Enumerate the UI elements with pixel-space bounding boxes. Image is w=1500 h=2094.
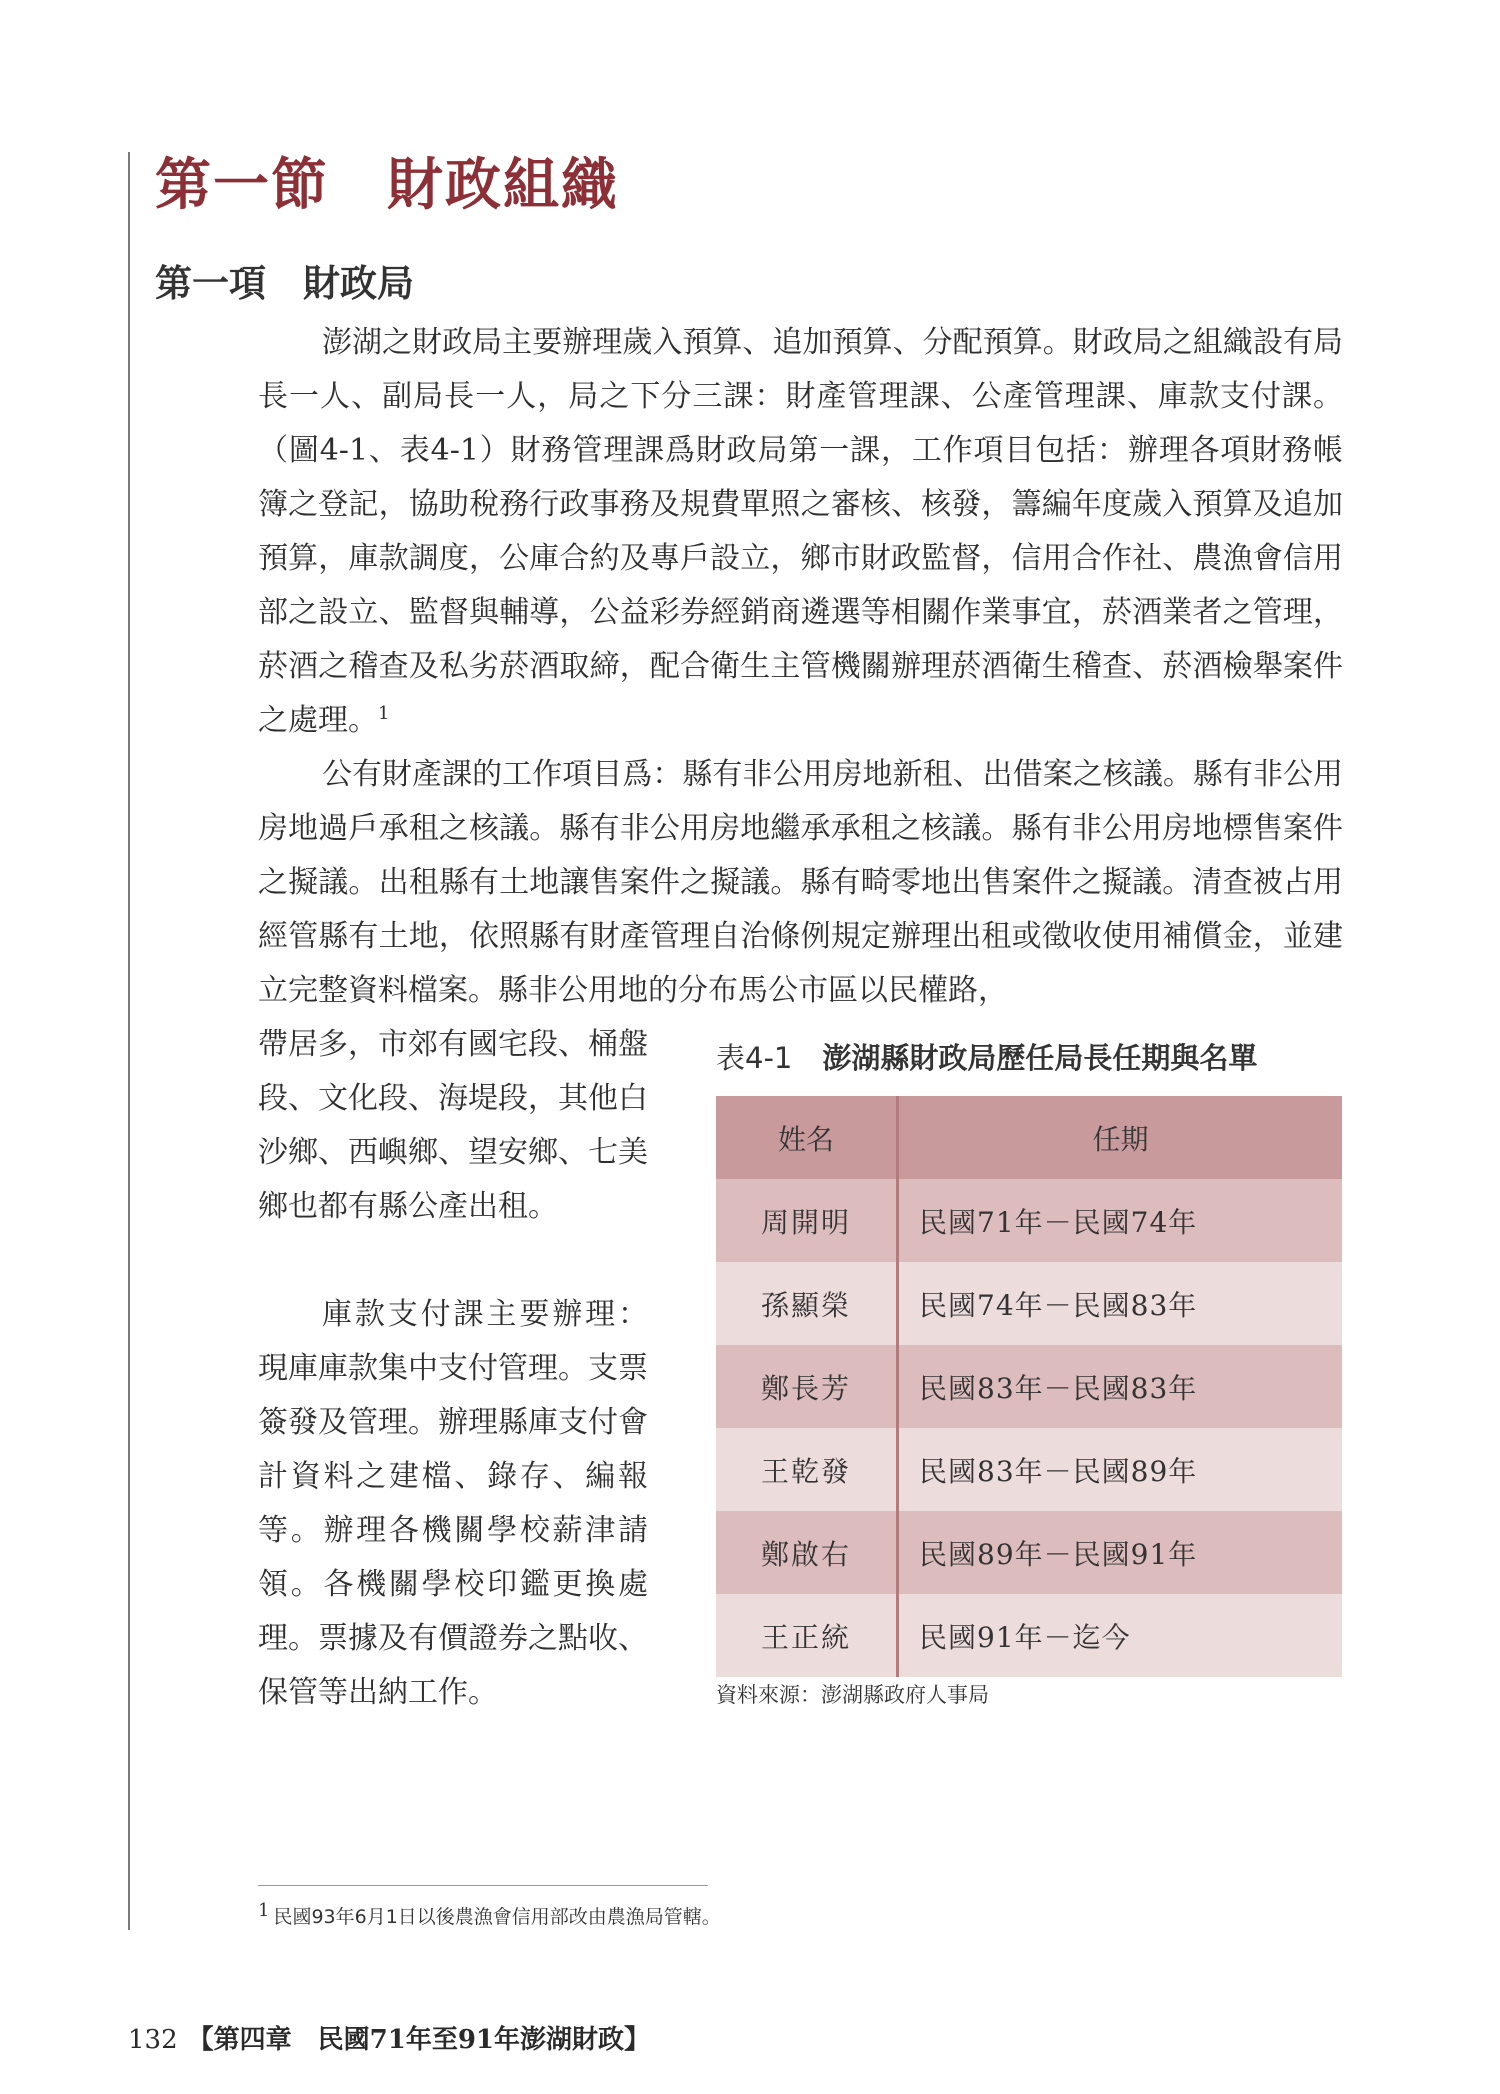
- paragraph-treasury: 庫款支付課主要辦理：現庫庫款集中支付管理。支票簽發及管理。辦理縣庫支付會計資料之建檔、錄存、編報等。辦理各機關學校薪津請領。各機關學校印鑑更換處理。票據及有價證券之點收、保管等出納工作。: [258, 1297, 648, 1710]
- paragraph-text: 澎湖之財政局主要辦理歲入預算、追加預算、分配預算。財政局之組織設有局長一人、副局長一人，局之下分三課：財產管理課、公產管理課、庫款支付課。（圖4-1、表4-1）財務管理課爲財政局第一課，工作項目包括：辦理各項財務帳簿之登記，協助稅務行政事務及規費單照之審核、核發，籌編年度歲入預算及追加預算，庫款調度，公庫合約及專戶設立，鄉市財政監督，信用合作社、農漁會信用部之設立、監督與輔導，公益彩券經銷商遴選等相關作業事宜，菸酒業者之管理，菸酒之稽查及私劣菸酒取締，配合衛生主管機關辦理菸酒衛生稽查、菸酒檢舉案件之處理。: [258, 325, 1343, 738]
- margin-rule: [128, 152, 130, 1930]
- director-term: 民國83年－民國89年: [898, 1428, 1343, 1511]
- table-row: [716, 1594, 1342, 1677]
- directors-table: [716, 1096, 1342, 1677]
- page-footer: [128, 2020, 650, 2060]
- director-name: 王乾發: [716, 1428, 898, 1511]
- section-title: 第一節 財政組織: [155, 152, 619, 218]
- director-name: 王正統: [716, 1594, 898, 1677]
- footnote-number: 1: [258, 1899, 270, 1921]
- table-row: [716, 1345, 1342, 1428]
- footnote-divider: [258, 1885, 708, 1886]
- director-term: 民國83年－民國83年: [898, 1345, 1343, 1428]
- header-name: 姓名: [716, 1096, 898, 1179]
- table-row: [716, 1179, 1342, 1262]
- chapter-title: 【第四章 民國71年至91年澎湖財政】: [187, 2025, 651, 2055]
- director-term: 民國71年－民國74年: [898, 1179, 1343, 1262]
- director-term: 民國74年－民國83年: [898, 1262, 1343, 1345]
- footnote: [258, 1899, 721, 1932]
- table-header-row: [716, 1096, 1342, 1179]
- table-caption: [716, 1034, 1257, 1082]
- subsection-title: 第一項 財政局: [155, 262, 414, 305]
- table-caption-text: 澎湖縣財政局歷任局長任期與名單: [822, 1041, 1258, 1075]
- director-term: 民國89年－民國91年: [898, 1511, 1343, 1594]
- table-row: [716, 1262, 1342, 1345]
- table-source: 資料來源：澎湖縣政府人事局: [716, 1683, 989, 1707]
- paragraph-public-property: 公有財產課的工作項目爲：縣有非公用房地新租、出借案之核議。縣有非公用房地過戶承租之核議。縣有非公用房地繼承承租之核議。縣有非公用房地標售案件之擬議。出租縣有土地讓售案件之擬議。縣有畸零地出售案件之擬議。清查被占用經管縣有土地，依照縣有財產管理自治條例規定辦理出租或徵收使用補償金，並建立完整資料檔案。縣非公用地的分布馬公市區以民權路，: [258, 757, 1343, 1008]
- header-term: 任期: [898, 1096, 1343, 1179]
- director-name: 孫顯榮: [716, 1262, 898, 1345]
- paragraph-finance-bureau: [258, 316, 1343, 748]
- footnote-ref: 1: [378, 703, 390, 724]
- director-name: 鄭啟右: [716, 1511, 898, 1594]
- table-row: [716, 1511, 1342, 1594]
- director-name: 鄭長芳: [716, 1345, 898, 1428]
- footnote-text: 民國93年6月1日以後農漁會信用部改由農漁局管轄。: [273, 1906, 721, 1928]
- table-row: [716, 1428, 1342, 1511]
- director-name: 周開明: [716, 1179, 898, 1262]
- table-label: 表4-1: [716, 1041, 793, 1075]
- paragraph-public-property-cont: 帶居多，市郊有國宅段、桶盤段、文化段、海堤段，其他白沙鄉、西嶼鄉、望安鄉、七美鄉也都有縣公產出租。: [258, 1027, 648, 1224]
- page-number: 132: [128, 2025, 178, 2055]
- director-term: 民國91年－迄今: [898, 1594, 1343, 1677]
